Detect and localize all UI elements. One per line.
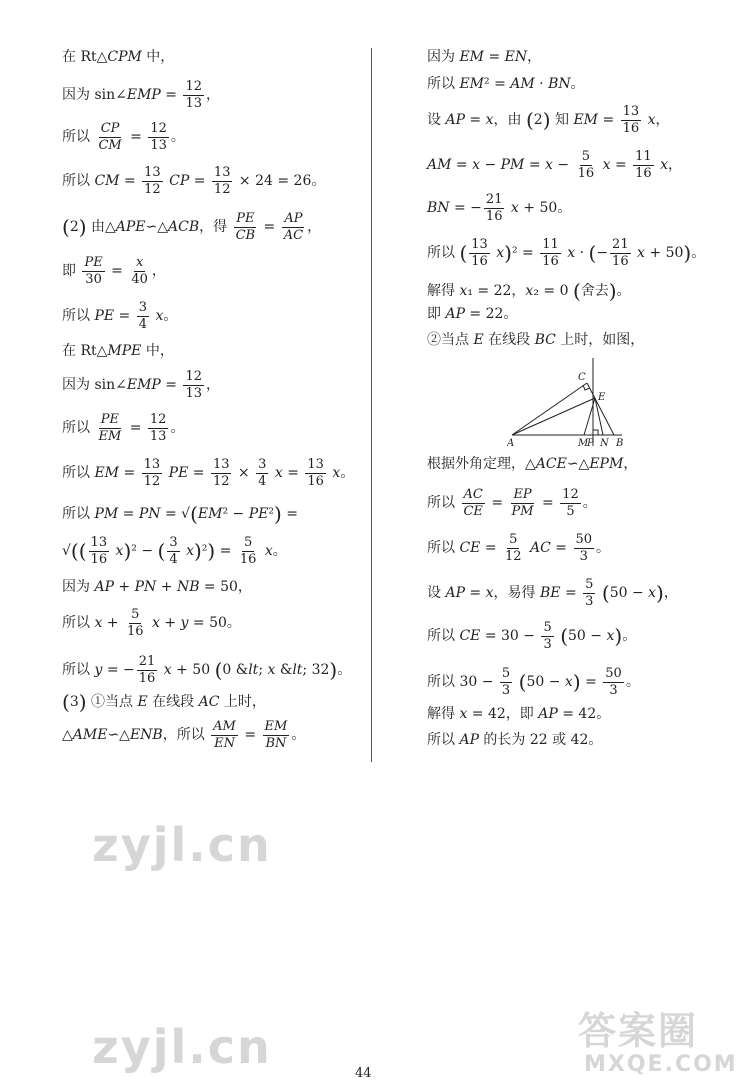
line: 所以 $\frac{CP}{CM}$ = $\frac{12}{13}$ 。 <box>62 121 185 153</box>
line: 即 AP = 22。 <box>427 306 518 322</box>
line: 所以 30 − $\frac{5}{3}$ (50 − x) = $\frac{50}{3}$ 。 <box>427 666 640 698</box>
line: 所以 CE = 30 − $\frac{5}{3}$ (50 − x)。 <box>427 620 637 652</box>
line: 设 AP = x，易得 BE = $\frac{5}{3}$ (50 − x)， <box>427 577 678 609</box>
line: 所以 AP 的长为 22 或 42。 <box>427 732 603 748</box>
line: 所以 EM = $\frac{13}{12}$ PE = $\frac{13}{12}$ × $\frac{3}{4}$ x = $\frac{13}{16}$ x。 <box>62 457 355 489</box>
line: 所以 y = − $\frac{21}{16}$ x + 50 (0 &lt; x &lt; 32)。 <box>62 654 352 686</box>
line: 在 Rt△MPE 中， <box>62 343 174 359</box>
label-B: B <box>616 438 624 449</box>
line: 解得 x₁ = 22，x₂ = 0 (舍去)。 <box>427 279 631 303</box>
label-C: C <box>578 372 586 383</box>
label-M: M <box>578 438 589 449</box>
line: 解得 x = 42，即 AP = 42。 <box>427 706 611 722</box>
page-number: 44 <box>355 1066 372 1081</box>
watermark-logo: zyjl.cn <box>92 1020 272 1074</box>
line: (2) 由△APE∽△ACB，得 $\frac{PE}{CB}$ = $\frac{AP}{AC}$ ， <box>62 211 322 243</box>
line: 在 Rt△CPM 中， <box>62 49 175 65</box>
label-N: N <box>600 438 609 449</box>
line: 所以 PE = $\frac{3}{4}$ x。 <box>62 300 178 332</box>
label-P: P <box>587 438 594 449</box>
line: 所以 ( $\frac{13}{16}$ x)² = $\frac{11}{16}$ x · (− $\frac{21}{16}$ x + 50)。 <box>427 237 706 269</box>
line: 所以 CM = $\frac{13}{12}$ CP = $\frac{13}{12}$ × 24 = 26。 <box>62 165 326 197</box>
line: 所以 $\frac{AC}{CE}$ = $\frac{EP}{PM}$ = $\frac{12}{5}$ 。 <box>427 487 597 519</box>
watermark-logo: MXQE.COM <box>584 1052 738 1077</box>
geometry-figure <box>507 358 657 450</box>
line: △AME∽△ENB，所以 $\frac{AM}{EN}$ = $\frac{EM}{BN}$ 。 <box>62 719 306 751</box>
line: 根据外角定理，△ACE∽△EPM， <box>427 456 638 472</box>
label-A: A <box>507 438 515 449</box>
line: 因为 EM = EN， <box>427 49 542 65</box>
line: 即 $\frac{PE}{30}$ = $\frac{x}{40}$ ， <box>62 255 166 287</box>
line: 所以 CE = $\frac{5}{12}$ AC = $\frac{50}{3}$ 。 <box>427 532 611 564</box>
watermark-logo: zyjl.cn <box>92 818 272 872</box>
line: √(( $\frac{13}{16}$ x)² − ( $\frac{3}{4}$ x)²) = $\frac{5}{16}$ x。 <box>62 535 287 567</box>
line: 设 AP = x，由 (2) 知 EM = $\frac{13}{16}$ x， <box>427 104 670 136</box>
line: 所以 $\frac{PE}{EM}$ = $\frac{12}{13}$ 。 <box>62 412 185 444</box>
line: (3) ①当点 E 在线段 AC 上时， <box>62 690 266 714</box>
line: 所以 EM² = AM · BN。 <box>427 76 585 92</box>
line: 因为 sin∠EMP = $\frac{12}{13}$ ， <box>62 369 221 401</box>
line: ②当点 E 在线段 BC 上时，如图， <box>427 332 645 348</box>
line: 所以 x + $\frac{5}{16}$ x + y = 50。 <box>62 607 241 639</box>
line: AM = x − PM = x − $\frac{5}{16}$ x = $\frac{11}{16}$ x， <box>427 149 683 181</box>
column-divider <box>371 48 372 762</box>
line: BN = − $\frac{21}{16}$ x + 50。 <box>427 192 572 224</box>
label-E: E <box>598 392 606 403</box>
watermark-logo: 答案圈 <box>578 1009 699 1053</box>
line: 因为 AP + PN + NB = 50， <box>62 579 252 595</box>
line: 因为 sin∠EMP = $\frac{12}{13}$ ， <box>62 79 221 111</box>
line: 所以 PM = PN = √(EM² − PE²) = <box>62 502 298 526</box>
